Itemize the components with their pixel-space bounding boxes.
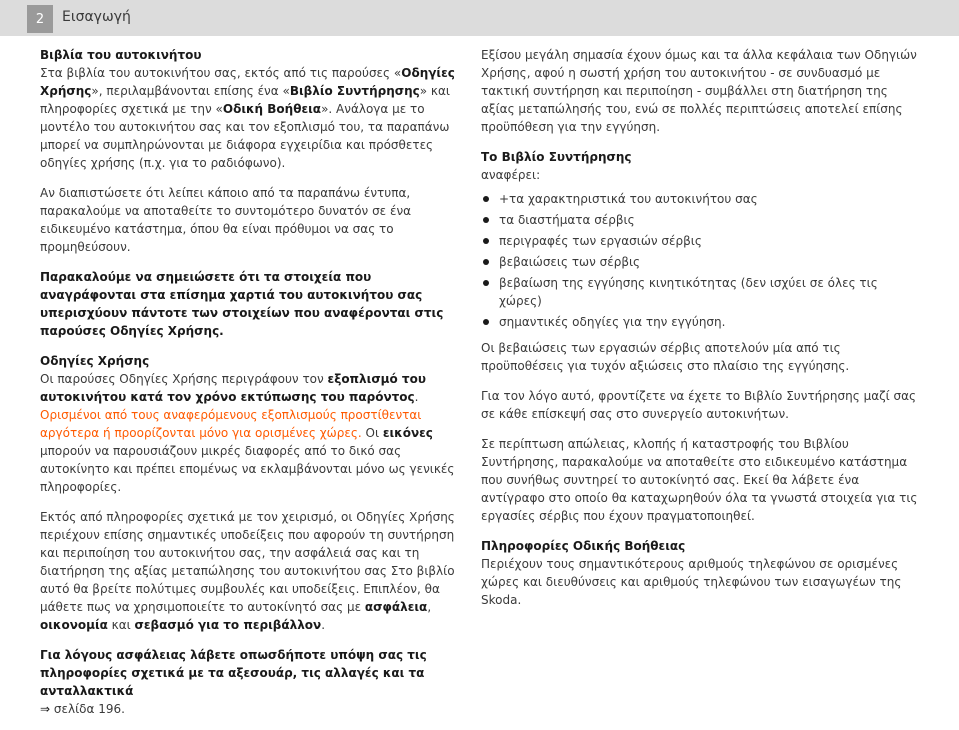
bullet-icon [483, 217, 489, 223]
paragraph-service-certificates: Οι βεβαιώσεις των εργασιών σέρβις αποτελούν μία από τις προϋποθέσεις για τυχόν αξιώσεις στο πλαίσιο της εγγύησης. [481, 341, 850, 373]
page-header [0, 0, 959, 36]
section-heading-car-books: Βιβλία του αυτοκινήτου [40, 48, 202, 62]
paragraph-lost-service-book: Σε περίπτωση απώλειας, κλοπής ή καταστροφής του Βιβλίου Συντήρησης, παρακαλούμε να αποταθείτε στο ειδικευμένο κατάστημα που συνήθως συντηρεί το αυτοκίνητό σας. Εκεί θα λάβετε ένα αντίγραφο στο οποίο θα καταχωρηθούν όλα τα γνωστά στοιχεία για τις εργασίες σέρβις που έχουν πραγματοποιηθεί. [481, 437, 918, 523]
bullet-icon [483, 319, 489, 325]
arrow-right-icon: ⇒ [40, 702, 51, 716]
list-item: περιγραφές των εργασιών σέρβις [481, 232, 921, 250]
right-column [481, 46, 921, 621]
list-item: βεβαίωση της εγγύησης κινητικότητας (δεν ισχύει σε όλες τις χώρες) [481, 274, 921, 310]
bullet-icon [483, 238, 489, 244]
bullet-icon [483, 196, 489, 202]
service-book-intro: αναφέρει: [481, 168, 541, 182]
list-item: βεβαιώσεις των σέρβις [481, 253, 921, 271]
paragraph-keep-service-book: Για τον λόγο αυτό, φροντίζετε να έχετε το Βιβλίο Συντήρησης μαζί σας σε κάθε επίσκεψή σας στο συνεργείο αυτοκινήτων. [481, 389, 917, 421]
bullet-icon [483, 280, 489, 286]
section-heading-owners-manual: Οδηγίες Χρήσης [40, 354, 150, 368]
section-heading-service-book: Το Βιβλίο Συντήρησης [481, 150, 632, 164]
left-column [40, 46, 460, 730]
chapter-title: Εισαγωγή [62, 9, 131, 25]
paragraph-car-books: Στα βιβλία του αυτοκινήτου σας, εκτός από τις παρούσες «Οδηγίες Χρήσης», περιλαμβάνονται επίσης ένα «Βιβλίο Συντήρησης» και πληροφορίες σχετικά με την «Οδική Βοήθεια». Ανάλογα με το μοντέλο του αυτοκινήτου σας και τον εξοπλισμό του, τα παραπάνω μπορεί να συμπληρώνονται με διάφορα εγχειρίδια και πρόσθετες οδηγίες χρήσης (π.χ. για το ραδιόφωνο). [40, 66, 455, 170]
paragraph-safety-accessories: Για λόγους ασφάλειας λάβετε οπωσδήποτε υπόψη σας τις πληροφορίες σχετικά με τα αξεσουάρ, τις αλλαγές και τα ανταλλακτικά ⇒ σελίδα 196. [40, 648, 427, 716]
page-reference-link[interactable]: σελίδα 196. [50, 702, 125, 716]
paragraph-missing-docs: Αν διαπιστώσετε ότι λείπει κάποιο από τα παραπάνω έντυπα, παρακαλούμε να αποταθείτε το συντομότερο δυνατόν σε ένα ειδικευμένο κατάστημα, όπου θα είναι πρόθυμοι να σας το προμηθεύσουν. [40, 186, 412, 254]
list-item: τα διαστήματα σέρβις [481, 211, 921, 229]
section-heading-roadside-assistance: Πληροφορίες Οδικής Βοήθειας [481, 539, 686, 553]
list-item: +τα χαρακτηριστικά του αυτοκινήτου σας [481, 190, 921, 208]
paragraph-manual-description: Οι παρούσες Οδηγίες Χρήσης περιγράφουν τον εξοπλισμό του αυτοκινήτου κατά τον χρόνο εκτύπωσης του παρόντος. Ορισμένοι από τους αναφερόμενους εξοπλισμούς προστίθενται αργότερα ή προορίζονται μόνο για ορισμένες χώρες. Οι εικόνες μπορούν να παρουσιάζουν μικρές διαφορές από το δικό σας αυτοκίνητο και πρέπει επομένως να εκλαμβάνονται μόνο ως γενικές πληροφορίες. [40, 372, 455, 494]
list-item: σημαντικές οδηγίες για την εγγύηση. [481, 313, 921, 331]
paragraph-other-chapters: Εξίσου μεγάλη σημασία έχουν όμως και τα άλλα κεφάλαια των Οδηγιών Χρήσης, αφού η σωστή χρήση του αυτοκινήτου - σε συνδυασμό με τακτική συντήρηση και περιποίηση - συμβάλλει στη διατήρηση της αξίας μεταπώλησής του, ενώ σε πολλές περιπτώσεις αποτελεί επίσης προϋπόθεση για την εγγύηση. [481, 48, 917, 134]
paragraph-manual-contents: Εκτός από πληροφορίες σχετικά με τον χειρισμό, οι Οδηγίες Χρήσης περιέχουν επίσης σημαντικές υποδείξεις που αφορούν τη συντήρηση και περιποίηση του αυτοκινήτου σας, την ασφάλειά σας και τη διατήρηση της αξίας μεταπώλησης του αυτοκινήτου σας Στο βιβλίο αυτό θα βρείτε πολύτιμες συμβουλές και υποδείξεις. Επιπλέον, θα μάθετε πως να χρησιμοποιείτε το αυτοκίνητό σας με ασφάλεια, οικονομία και σεβασμό για το περιβάλλον. [40, 510, 455, 632]
bullet-icon [483, 259, 489, 265]
service-book-list [481, 190, 921, 331]
paragraph-roadside-assistance: Περιέχουν τους σημαντικότερους αριθμούς τηλεφώνου σε ορισμένες χώρες και διευθύνσεις και αριθμούς τηλεφώνου των εισαγωγέων της Skoda. [481, 557, 902, 607]
paragraph-official-papers-note: Παρακαλούμε να σημειώσετε ότι τα στοιχεία που αναγράφονται στα επίσημα χαρτιά του αυτοκινήτου σας υπερισχύουν πάντοτε των στοιχείων που αναφέρονται στις παρούσες Οδηγίες Χρήσης. [40, 270, 444, 338]
page-number: 2 [27, 5, 53, 33]
